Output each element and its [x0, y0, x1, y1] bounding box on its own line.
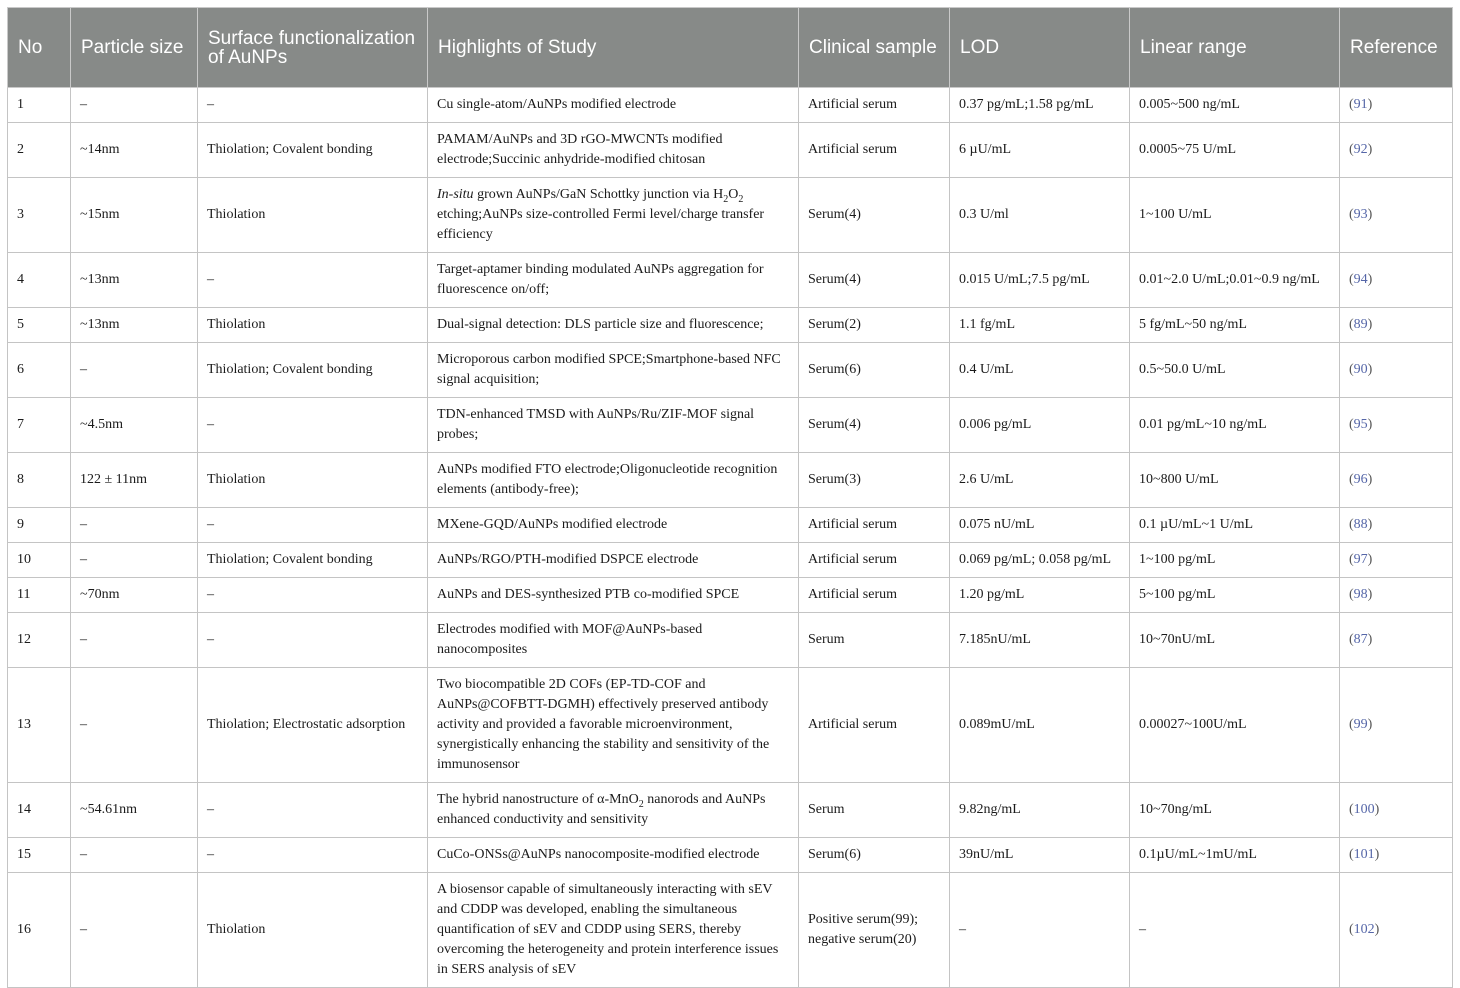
cell-linear-range: 10~70nU/mL [1130, 613, 1340, 668]
cell-reference: (95) [1340, 398, 1453, 453]
cell-lod: 1.20 pg/mL [950, 578, 1130, 613]
cell-linear-range: 0.00027~100U/mL [1130, 668, 1340, 783]
cell-lod: 0.006 pg/mL [950, 398, 1130, 453]
header-lod: LOD [950, 8, 1130, 88]
cell-lod: 0.3 U/ml [950, 178, 1130, 253]
cell-clinical-sample: Serum [799, 613, 950, 668]
reference-link[interactable]: 93 [1353, 207, 1368, 222]
cell-surface-functionalization: Thiolation [198, 308, 428, 343]
cell-surface-functionalization: – [198, 398, 428, 453]
cell-clinical-sample: Artificial serum [799, 543, 950, 578]
cell-linear-range: 0.1µU/mL~1mU/mL [1130, 838, 1340, 873]
cell-particle-size: – [71, 613, 198, 668]
cell-particle-size: – [71, 88, 198, 123]
cell-highlights: Cu single-atom/AuNPs modified electrode [428, 88, 799, 123]
cell-surface-functionalization: – [198, 783, 428, 838]
cell-surface-functionalization: Thiolation [198, 178, 428, 253]
cell-clinical-sample: Artificial serum [799, 508, 950, 543]
cell-particle-size: ~13nm [71, 308, 198, 343]
table-row [8, 668, 1453, 783]
cell-linear-range: 1~100 U/mL [1130, 178, 1340, 253]
cell-reference: (98) [1340, 578, 1453, 613]
cell-clinical-sample: Serum(4) [799, 178, 950, 253]
header-surface-functionalization: Surface functionalization of AuNPs [198, 8, 428, 88]
cell-surface-functionalization: Thiolation [198, 873, 428, 988]
cell-lod: 2.6 U/mL [950, 453, 1130, 508]
cell-no: 8 [8, 453, 71, 508]
cell-no: 5 [8, 308, 71, 343]
cell-clinical-sample: Artificial serum [799, 88, 950, 123]
table-row [8, 178, 1453, 253]
cell-clinical-sample: Serum(3) [799, 453, 950, 508]
cell-no: 10 [8, 543, 71, 578]
cell-clinical-sample: Serum(6) [799, 838, 950, 873]
cell-particle-size: – [71, 343, 198, 398]
cell-lod: 0.069 pg/mL; 0.058 pg/mL [950, 543, 1130, 578]
cell-highlights: AuNPs/RGO/PTH-modified DSPCE electrode [428, 543, 799, 578]
cell-surface-functionalization: – [198, 253, 428, 308]
cell-reference: (87) [1340, 613, 1453, 668]
cell-particle-size: – [71, 838, 198, 873]
cell-no: 11 [8, 578, 71, 613]
cell-clinical-sample: Artificial serum [799, 123, 950, 178]
table-row [8, 453, 1453, 508]
cell-particle-size: ~4.5nm [71, 398, 198, 453]
cell-no: 15 [8, 838, 71, 873]
table-row [8, 543, 1453, 578]
cell-particle-size: – [71, 668, 198, 783]
cell-reference: (88) [1340, 508, 1453, 543]
cell-linear-range: 5~100 pg/mL [1130, 578, 1340, 613]
cell-highlights: Dual-signal detection: DLS particle size and fluorescence; [428, 308, 799, 343]
cell-lod: 0.075 nU/mL [950, 508, 1130, 543]
cell-lod: 0.4 U/mL [950, 343, 1130, 398]
cell-lod: 9.82ng/mL [950, 783, 1130, 838]
cell-lod: 39nU/mL [950, 838, 1130, 873]
table-row [8, 398, 1453, 453]
cell-no: 9 [8, 508, 71, 543]
reference-link[interactable]: 101 [1353, 847, 1375, 862]
cell-surface-functionalization: Thiolation; Covalent bonding [198, 123, 428, 178]
reference-link[interactable]: 95 [1353, 417, 1368, 432]
cell-clinical-sample: Serum(2) [799, 308, 950, 343]
cell-linear-range: 0.1 µU/mL~1 U/mL [1130, 508, 1340, 543]
cell-no: 14 [8, 783, 71, 838]
cell-highlights: Electrodes modified with MOF@AuNPs-based nanocomposites [428, 613, 799, 668]
cell-linear-range: 0.5~50.0 U/mL [1130, 343, 1340, 398]
cell-reference: (96) [1340, 453, 1453, 508]
cell-surface-functionalization: – [198, 613, 428, 668]
table-header-row [8, 8, 1453, 88]
table-row [8, 253, 1453, 308]
reference-link[interactable]: 87 [1353, 632, 1368, 647]
cell-particle-size: ~70nm [71, 578, 198, 613]
cell-no: 12 [8, 613, 71, 668]
cell-surface-functionalization: Thiolation; Covalent bonding [198, 343, 428, 398]
cell-particle-size: – [71, 543, 198, 578]
table-row [8, 308, 1453, 343]
cell-linear-range: 5 fg/mL~50 ng/mL [1130, 308, 1340, 343]
cell-surface-functionalization: Thiolation; Covalent bonding [198, 543, 428, 578]
cell-linear-range: 1~100 pg/mL [1130, 543, 1340, 578]
cell-highlights: CuCo-ONSs@AuNPs nanocomposite-modified electrode [428, 838, 799, 873]
header-no: No [8, 8, 71, 88]
cell-reference: (102) [1340, 873, 1453, 988]
cell-reference: (101) [1340, 838, 1453, 873]
cell-clinical-sample: Serum(6) [799, 343, 950, 398]
cell-clinical-sample: Positive serum(99); negative serum(20) [799, 873, 950, 988]
cell-highlights: AuNPs modified FTO electrode;Oligonucleotide recognition elements (antibody-free); [428, 453, 799, 508]
reference-link[interactable]: 96 [1353, 472, 1368, 487]
cell-particle-size: – [71, 508, 198, 543]
cell-no: 3 [8, 178, 71, 253]
cell-surface-functionalization: Thiolation; Electrostatic adsorption [198, 668, 428, 783]
cell-clinical-sample: Artificial serum [799, 668, 950, 783]
reference-link[interactable]: 91 [1353, 97, 1368, 112]
header-linear-range: Linear range [1130, 8, 1340, 88]
cell-linear-range: 0.01~2.0 U/mL;0.01~0.9 ng/mL [1130, 253, 1340, 308]
header-clinical-sample: Clinical sample [799, 8, 950, 88]
cell-surface-functionalization: – [198, 838, 428, 873]
cell-linear-range: 0.005~500 ng/mL [1130, 88, 1340, 123]
table-row [8, 873, 1453, 988]
reference-link[interactable]: 92 [1353, 142, 1368, 157]
table-row [8, 578, 1453, 613]
cell-highlights: In-situ grown AuNPs/GaN Schottky junction via $H_2O_2$ etching;AuNPs size-controlled Fermi level/charge transfer efficiency [428, 178, 799, 253]
table-row [8, 783, 1453, 838]
cell-lod: 1.1 fg/mL [950, 308, 1130, 343]
cell-lod: – [950, 873, 1130, 988]
cell-highlights: A biosensor capable of simultaneously interacting with sEV and CDDP was developed, enabling the simultaneous quantification of sEV and CDDP using SERS, thereby overcoming the heterogeneity and protein interference issues in SERS analysis of sEV [428, 873, 799, 988]
table-row [8, 508, 1453, 543]
cell-highlights: AuNPs and DES-synthesized PTB co-modified SPCE [428, 578, 799, 613]
reference-link[interactable]: 100 [1353, 802, 1375, 817]
cell-no: 4 [8, 253, 71, 308]
cell-highlights: MXene-GQD/AuNPs modified electrode [428, 508, 799, 543]
cell-highlights: Target-aptamer binding modulated AuNPs aggregation for fluorescence on/off; [428, 253, 799, 308]
cell-no: 1 [8, 88, 71, 123]
cell-surface-functionalization: – [198, 578, 428, 613]
data-table [7, 7, 1453, 988]
cell-surface-functionalization: Thiolation [198, 453, 428, 508]
cell-clinical-sample: Serum(4) [799, 398, 950, 453]
reference-link[interactable]: 90 [1353, 362, 1368, 377]
cell-particle-size: ~54.61nm [71, 783, 198, 838]
cell-lod: 0.015 U/mL;7.5 pg/mL [950, 253, 1130, 308]
cell-reference: (99) [1340, 668, 1453, 783]
cell-lod: 0.37 pg/mL;1.58 pg/mL [950, 88, 1130, 123]
cell-no: 6 [8, 343, 71, 398]
cell-linear-range: – [1130, 873, 1340, 988]
cell-lod: 6 µU/mL [950, 123, 1130, 178]
cell-clinical-sample: Artificial serum [799, 578, 950, 613]
cell-reference: (100) [1340, 783, 1453, 838]
cell-clinical-sample: Serum(4) [799, 253, 950, 308]
cell-lod: 7.185nU/mL [950, 613, 1130, 668]
table-row [8, 123, 1453, 178]
cell-highlights: PAMAM/AuNPs and 3D rGO-MWCNTs modified electrode;Succinic anhydride-modified chitosan [428, 123, 799, 178]
table-row [8, 613, 1453, 668]
table-row [8, 88, 1453, 123]
reference-link[interactable]: 94 [1353, 272, 1368, 287]
cell-reference: (97) [1340, 543, 1453, 578]
reference-link[interactable]: 89 [1353, 317, 1368, 332]
reference-link[interactable]: 102 [1353, 922, 1375, 937]
cell-highlights: Two biocompatible 2D COFs (EP-TD-COF and AuNPs@COFBTT-DGMH) effectively preserved antibody activity and provided a favorable microenvironment, synergistically enhancing the stability and sensitivity of the immunosensor [428, 668, 799, 783]
cell-reference: (89) [1340, 308, 1453, 343]
cell-surface-functionalization: – [198, 88, 428, 123]
cell-linear-range: 10~70ng/mL [1130, 783, 1340, 838]
cell-linear-range: 0.0005~75 U/mL [1130, 123, 1340, 178]
cell-highlights: The hybrid nanostructure of α-MnO$_2$ nanorods and AuNPs enhanced conductivity and sensitivity [428, 783, 799, 838]
table-row [8, 343, 1453, 398]
cell-particle-size: ~14nm [71, 123, 198, 178]
reference-link[interactable]: 88 [1353, 517, 1368, 532]
reference-link[interactable]: 99 [1353, 717, 1368, 732]
cell-no: 13 [8, 668, 71, 783]
cell-reference: (91) [1340, 88, 1453, 123]
cell-reference: (94) [1340, 253, 1453, 308]
cell-no: 16 [8, 873, 71, 988]
cell-reference: (93) [1340, 178, 1453, 253]
cell-particle-size: 122 ± 11nm [71, 453, 198, 508]
table-row [8, 838, 1453, 873]
cell-linear-range: 0.01 pg/mL~10 ng/mL [1130, 398, 1340, 453]
header-highlights: Highlights of Study [428, 8, 799, 88]
cell-particle-size: – [71, 873, 198, 988]
cell-particle-size: ~13nm [71, 253, 198, 308]
cell-highlights: TDN-enhanced TMSD with AuNPs/Ru/ZIF-MOF signal probes; [428, 398, 799, 453]
cell-reference: (90) [1340, 343, 1453, 398]
cell-linear-range: 10~800 U/mL [1130, 453, 1340, 508]
header-reference: Reference [1340, 8, 1453, 88]
cell-no: 2 [8, 123, 71, 178]
cell-highlights: Microporous carbon modified SPCE;Smartphone-based NFC signal acquisition; [428, 343, 799, 398]
cell-clinical-sample: Serum [799, 783, 950, 838]
cell-reference: (92) [1340, 123, 1453, 178]
cell-no: 7 [8, 398, 71, 453]
reference-link[interactable]: 98 [1353, 587, 1368, 602]
header-particle-size: Particle size [71, 8, 198, 88]
reference-link[interactable]: 97 [1353, 552, 1368, 567]
cell-surface-functionalization: – [198, 508, 428, 543]
cell-particle-size: ~15nm [71, 178, 198, 253]
cell-lod: 0.089mU/mL [950, 668, 1130, 783]
